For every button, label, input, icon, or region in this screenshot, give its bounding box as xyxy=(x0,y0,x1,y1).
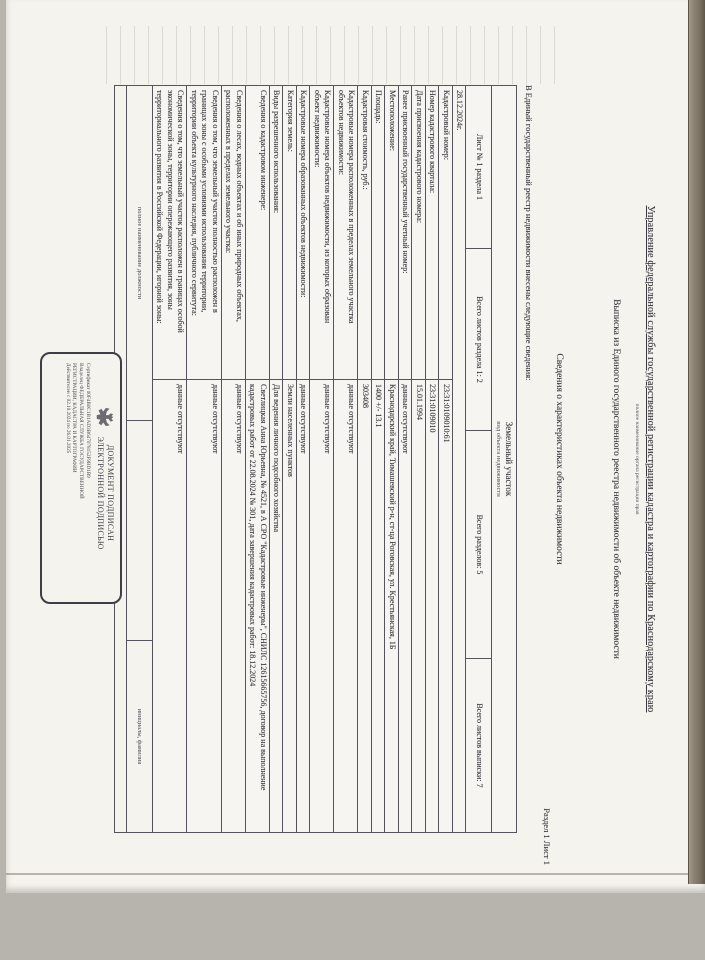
row-label: Номер кадастрового квартала: xyxy=(426,86,439,380)
authority-name: Управление федеральной службы государственной регистрации кадастра и картографии по Краснодарскому краю xyxy=(645,205,656,713)
row-value: данные отсутствуют xyxy=(235,384,244,454)
section-sheet-label: Раздел 1 Лист 1 xyxy=(542,808,552,865)
row-value: данные отсутствуют xyxy=(176,384,186,454)
table-row xyxy=(398,86,412,832)
stamp-owner-line1: Владелец ФЕДЕРАЛЬНАЯ СЛУЖБА ГОСУДАРСТВЕННОЙ xyxy=(78,363,85,499)
stamp-certificate: Сертификат 00F4B0C1B1AD3B647078152F9BD1B9 xyxy=(85,363,91,478)
row-value: данные отсутствуют xyxy=(299,384,309,454)
row-value: Для ведения личного подсобного хозяйства xyxy=(272,384,282,533)
table-row xyxy=(269,86,283,832)
row-label: Кадастровые номера образованных объектов недвижимости: xyxy=(297,86,310,380)
sheet-cell: Всего разделов: 5 xyxy=(467,431,492,659)
scan-shadow-band xyxy=(688,0,705,884)
row-value: 23:31:0109010:61 xyxy=(442,384,451,443)
row-label: Кадастровые номера объектов недвижимости, из которых образован объект недвижимости: xyxy=(311,86,334,380)
row-label: Кадастровая стоимость, руб.: xyxy=(359,86,372,380)
row-label: Дата присвоения кадастрового номера: xyxy=(413,86,426,380)
table-row xyxy=(187,86,222,832)
sheet-info-row xyxy=(466,86,492,832)
row-label: Сведения о том, что земельный участок полностью расположен в границах зоны с особыми условиями использования территории, территории объекта культурного наследия, публичного сервитута: xyxy=(188,86,222,380)
row-value: Краснодарский край, Тимашевский р-н, ст-ца Роговская, ул. Крестьянская, 1Б xyxy=(388,384,397,650)
underlying-page-edge xyxy=(6,873,705,875)
name-caption: инициалы, фамилия xyxy=(136,708,143,765)
row-value: данные отсутствуют xyxy=(211,384,220,454)
sheet-cell: Всего листов раздела 1: 2 xyxy=(467,249,492,431)
table-row xyxy=(310,86,334,832)
row-label: Кадастровый номер: xyxy=(440,86,453,380)
row-label: Категория земель: xyxy=(284,86,297,380)
stamp-validity: Действителен с 02.10.2024 по 26.01.2025 xyxy=(64,363,71,454)
intro-line: В Единый государственный реестр недвижимости внесены следующие сведения: xyxy=(524,85,534,381)
row-label: Виды разрешенного использования: xyxy=(270,86,283,380)
stamp-title-line1: ДОКУМЕНТ ПОДПИСАН xyxy=(106,444,115,542)
row-label: Ранее присвоенный государственный учетный номер: xyxy=(399,86,412,380)
authority-caption: полное наименование органа регистрации прав xyxy=(634,403,640,515)
object-type-header xyxy=(491,86,516,832)
sheet-cell: Всего листов выписки: 7 xyxy=(475,703,484,788)
row-label: Местоположение: xyxy=(386,86,399,380)
row-label: Сведения о кадастровом инженере: xyxy=(246,86,269,380)
property-table xyxy=(152,85,517,833)
table-row xyxy=(283,86,297,832)
row-value: данные отсутствуют xyxy=(323,384,333,454)
row-label: Сведения о том, что земельный участок расположен в границах особой экономической зоны, территории опережающего развития, зоны территориального развития в Российской Федерации, игорной зоны: xyxy=(153,86,187,380)
table-row xyxy=(221,86,245,832)
table-row xyxy=(371,86,385,832)
table-row xyxy=(245,86,269,832)
row-value: Светлицкая Анна Юрьевна, № 4521, в А СРО "Кадастровые инженеры", СНИЛС 12615665756, договор на выполнение кадастровых работ от 22.08.2024 № 301, дата завершения кадастровых работ: 18.12.2024 xyxy=(248,384,268,791)
row-value: данные отсутствуют xyxy=(347,384,357,454)
coat-of-arms-icon xyxy=(94,406,116,428)
section-title: Сведения о характеристиках объекта недвижимости xyxy=(554,353,564,565)
row-label: Сведения о лесах, водных объектах и об иных природных объектах, расположенных в пределах земельного участка: xyxy=(222,86,245,380)
table-row xyxy=(439,86,453,832)
row-value: данные отсутствуют xyxy=(401,384,411,454)
row-label: Площадь: xyxy=(372,86,385,380)
table-row xyxy=(425,86,439,832)
stamp-title-line2: ЭЛЕКТРОННОЙ ПОДПИСЬЮ xyxy=(96,436,105,550)
signature-caption-row xyxy=(127,86,152,832)
object-type-caption: вид объекта недвижимости xyxy=(495,421,503,497)
table-row xyxy=(296,86,310,832)
row-label: Кадастровые номера расположенных в пределах земельного участка объектов недвижимости: xyxy=(335,86,358,380)
scan-dotted-artifacts xyxy=(97,26,555,84)
row-value: 15.01.1994 xyxy=(415,384,424,420)
table-row xyxy=(152,86,187,832)
property-table-rows xyxy=(152,86,452,832)
document-title: Выписка из Единого государственного реестра недвижимости об объекте недвижимости xyxy=(611,299,621,659)
table-row xyxy=(358,86,372,832)
document-body xyxy=(114,85,517,833)
row-value: 303408 xyxy=(361,384,370,408)
sheet-cell: Лист № 1 раздела 1 xyxy=(467,86,492,249)
row-value: Земли населенных пунктов xyxy=(286,384,295,477)
signature-cell xyxy=(127,421,152,641)
table-row xyxy=(334,86,358,832)
row-value: 1400 +/- 13.1 xyxy=(374,384,384,428)
digital-signature-stamp xyxy=(40,352,122,604)
table-row xyxy=(412,86,426,832)
row-value: 23:31:0109010 xyxy=(428,384,438,433)
object-type-value: Земельный участок xyxy=(504,421,514,497)
position-caption: полное наименование должности xyxy=(127,86,152,421)
record-date-row: 28.12.2024г. xyxy=(452,86,466,832)
stamp-owner-line2: РЕГИСТРАЦИИ, КАДАСТРА И КАРТОГРАФИИ xyxy=(71,363,78,473)
table-row xyxy=(385,86,399,832)
